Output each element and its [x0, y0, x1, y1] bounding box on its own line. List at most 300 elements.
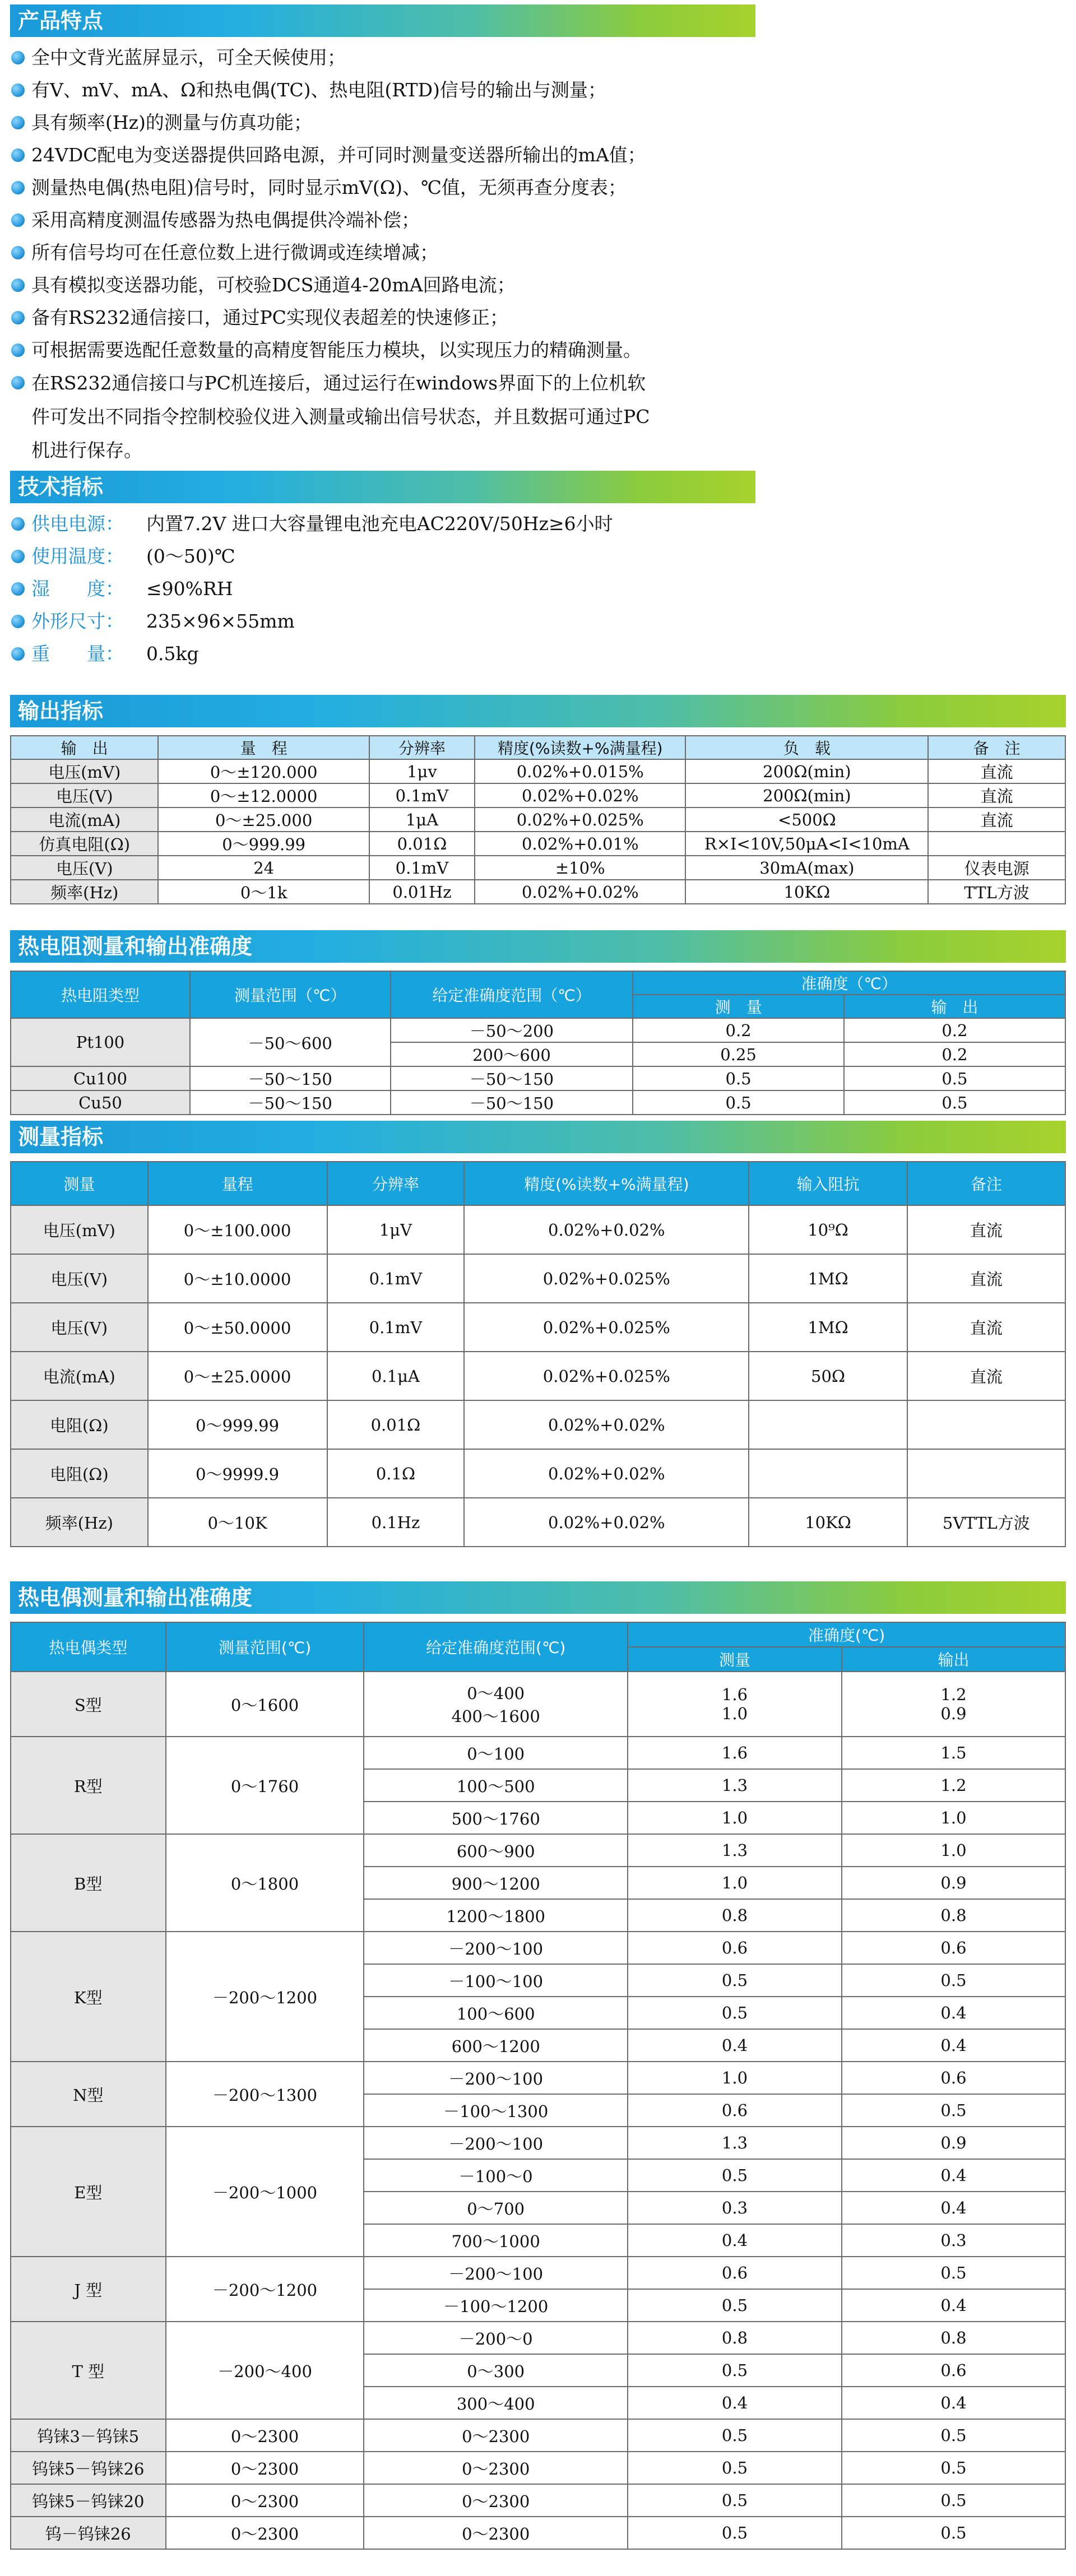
table-cell: 0.4	[842, 2387, 1065, 2419]
table-cell: 电压(V)	[11, 856, 158, 880]
table-row	[11, 807, 1065, 832]
table-cell: 直流	[907, 1254, 1065, 1303]
features-list	[10, 41, 1066, 467]
table-cell	[749, 1449, 907, 1498]
table-cell: 电压(mV)	[11, 1205, 148, 1254]
table-cell: 0.01Hz	[369, 880, 475, 904]
table-cell: 1μA	[369, 807, 475, 832]
table-row	[11, 1090, 1065, 1115]
feature-item: 全中文背光蓝屏显示，可全天候使用；	[10, 41, 1066, 74]
table-cell: 1MΩ	[749, 1254, 907, 1303]
table-cell: －200～1000	[166, 2127, 364, 2257]
spec-item	[10, 638, 1066, 670]
table-cell: 0.02%+0.015%	[475, 759, 685, 783]
table-cell: 0.8	[628, 1899, 842, 1932]
table-row	[11, 1737, 1065, 1769]
spec-value: 0.5kg	[146, 643, 199, 665]
table-cell: ±10%	[475, 856, 685, 880]
table-cell: 1MΩ	[749, 1303, 907, 1352]
table-cell: 200～600	[391, 1042, 633, 1066]
table-header: 输 出	[11, 736, 158, 759]
table-cell: 0.5	[628, 2354, 842, 2387]
table-row	[11, 759, 1065, 783]
table-cell: 0～±25.0000	[148, 1352, 327, 1400]
table-cell: 电压(V)	[11, 1254, 148, 1303]
table-cell: 0.5	[628, 2289, 842, 2322]
table-cell: 0.02%+0.01%	[475, 832, 685, 856]
specs-header: 技术指标	[10, 471, 755, 503]
table-cell: 0～400 400～1600	[364, 1672, 628, 1737]
table-row	[11, 1932, 1065, 1964]
table-cell: R×I<10V,50μA<I<10mA	[685, 832, 928, 856]
tc-table-body	[11, 1672, 1065, 2549]
table-cell: 1.3	[628, 1769, 842, 1802]
table-cell: 500～1760	[364, 1802, 628, 1834]
table-header: 量 程	[158, 736, 369, 759]
table-cell: 0.5	[844, 1066, 1065, 1090]
table-cell: 0.1mV	[369, 856, 475, 880]
table-cell: －200～400	[166, 2322, 364, 2419]
table-cell: 0.02%+0.025%	[464, 1254, 749, 1303]
feature-item: 备有RS232通信接口，通过PC实现仪表超差的快速修正；	[10, 301, 1066, 334]
table-row	[11, 880, 1065, 904]
table-cell: Cu100	[11, 1066, 190, 1090]
table-cell: 0～2300	[364, 2452, 628, 2484]
table-cell: 1.3	[628, 1834, 842, 1867]
table-cell: 900～1200	[364, 1867, 628, 1899]
table-cell: 0.1mV	[327, 1303, 465, 1352]
specs-list	[10, 508, 1066, 670]
table-cell: 电压(mV)	[11, 759, 158, 783]
table-cell: 0.6	[842, 2062, 1065, 2094]
table-header: 分辨率	[369, 736, 475, 759]
spec-value: ≤90%RH	[146, 578, 233, 600]
table-cell: 0～2300	[364, 2517, 628, 2549]
table-cell: 0.3	[628, 2192, 842, 2224]
table-cell: 0～9999.9	[148, 1449, 327, 1498]
table-cell: 0.4	[842, 1997, 1065, 2029]
table-cell: 0.5	[844, 1090, 1065, 1115]
measure-table-body	[11, 1205, 1065, 1547]
table-cell: 0.25	[633, 1042, 843, 1066]
table-cell: 0.4	[628, 2224, 842, 2257]
table-cell: －100～1200	[364, 2289, 628, 2322]
table-cell: 1.0	[628, 2062, 842, 2094]
table-cell: 0.3	[842, 2224, 1065, 2257]
table-cell: 0.5	[628, 2419, 842, 2452]
table-cell: 0.02%+0.025%	[475, 807, 685, 832]
output-table	[10, 735, 1066, 904]
table-cell: 0～±25.000	[158, 807, 369, 832]
spec-value: 内置7.2V 进口大容量锂电池充电AC220V/50Hz≥6小时	[146, 513, 613, 535]
spec-item	[10, 605, 1066, 638]
table-cell: 0.4	[842, 2159, 1065, 2192]
table-cell: 1.0	[628, 1867, 842, 1899]
table-header: 测量范围（℃）	[190, 971, 391, 1018]
feature-item: 有V、mV、mA、Ω和热电偶(TC)、热电阻(RTD)信号的输出与测量；	[10, 74, 1066, 106]
table-cell: K型	[11, 1932, 166, 2062]
table-cell: 0.6	[628, 2257, 842, 2289]
table-header: 准确度(℃)	[628, 1622, 1065, 1647]
feature-item: 所有信号均可在任意位数上进行微调或连续增减；	[10, 236, 1066, 269]
table-cell: －50～200	[391, 1018, 633, 1042]
table-cell: 直流	[907, 1352, 1065, 1400]
table-cell: －50～150	[391, 1090, 633, 1115]
table-header: 测量	[628, 1647, 842, 1672]
table-row	[11, 2062, 1065, 2094]
table-cell: 0～1800	[166, 1834, 364, 1932]
table-row	[11, 856, 1065, 880]
table-cell: 0.2	[844, 1018, 1065, 1042]
rtd-header: 热电阻测量和输出准确度	[10, 930, 1066, 963]
measure-section	[10, 1121, 1066, 1547]
table-cell: 0～2300	[364, 2484, 628, 2517]
table-cell: 0.02%+0.02%	[464, 1498, 749, 1547]
table-cell: 0.5	[628, 1964, 842, 1997]
table-cell: 0～±10.0000	[148, 1254, 327, 1303]
table-cell: 直流	[928, 783, 1065, 807]
table-cell: 50Ω	[749, 1352, 907, 1400]
table-cell: 0.5	[628, 1997, 842, 2029]
table-cell: 钨铼3－钨铼5	[11, 2419, 166, 2452]
table-cell: －200～100	[364, 1932, 628, 1964]
table-cell: 1.0	[842, 1802, 1065, 1834]
tc-section	[10, 1581, 1066, 2550]
table-cell: 0.2	[844, 1042, 1065, 1066]
tc-table	[10, 1622, 1066, 2550]
table-cell: 0.02%+0.02%	[464, 1400, 749, 1449]
table-cell: 0.02%+0.02%	[475, 880, 685, 904]
table-header: 测量	[11, 1162, 148, 1205]
spec-key: 供电电源：	[31, 513, 124, 535]
table-cell: 1.3	[628, 2127, 842, 2159]
feature-line: 在RS232通信接口与PC机连接后，通过运行在windows界面下的上位机软	[31, 372, 646, 394]
spec-key: 湿 度：	[31, 578, 124, 600]
table-header: 输 出	[844, 995, 1065, 1018]
table-cell: 5VTTL方波	[907, 1498, 1065, 1547]
table-cell: 1μv	[369, 759, 475, 783]
table-row	[11, 2257, 1065, 2289]
table-header: 热电阻类型	[11, 971, 190, 1018]
table-cell: 0～999.99	[158, 832, 369, 856]
table-cell: 0.5	[628, 2517, 842, 2549]
table-cell: 0～999.99	[148, 1400, 327, 1449]
table-cell	[907, 1400, 1065, 1449]
spec-item	[10, 540, 1066, 573]
table-cell: 0.8	[842, 1899, 1065, 1932]
table-cell: 0.4	[628, 2387, 842, 2419]
table-cell: 0.1mV	[327, 1254, 465, 1303]
table-cell: 0.1mV	[369, 783, 475, 807]
table-header: 备 注	[928, 736, 1065, 759]
spec-value: (0～50)℃	[146, 545, 235, 567]
table-cell: 0.5	[842, 1964, 1065, 1997]
table-cell: 10KΩ	[685, 880, 928, 904]
spec-item	[10, 573, 1066, 605]
table-cell: 1.0	[628, 1802, 842, 1834]
table-row	[11, 2322, 1065, 2354]
feature-item: 具有频率(Hz)的测量与仿真功能；	[10, 106, 1066, 139]
table-cell: －200～100	[364, 2062, 628, 2094]
table-cell: －200～1300	[166, 2062, 364, 2127]
table-cell: 0.5	[628, 2452, 842, 2484]
table-header: 准确度（℃）	[633, 971, 1065, 995]
table-cell: 0～700	[364, 2192, 628, 2224]
table-cell: 0.5	[842, 2094, 1065, 2127]
spec-key: 外形尺寸：	[31, 610, 124, 632]
table-cell: 100～500	[364, 1769, 628, 1802]
table-cell: 100～600	[364, 1997, 628, 2029]
table-cell: 0.1Ω	[327, 1449, 465, 1498]
spec-key: 使用温度：	[31, 545, 124, 567]
table-cell: 钨－钨铼26	[11, 2517, 166, 2549]
table-cell: 0.1μA	[327, 1352, 465, 1400]
table-row	[11, 1254, 1065, 1303]
table-cell: 1μV	[327, 1205, 465, 1254]
table-cell: S型	[11, 1672, 166, 1737]
table-row	[11, 2127, 1065, 2159]
table-cell: －100～0	[364, 2159, 628, 2192]
table-row	[11, 1066, 1065, 1090]
table-cell: N型	[11, 2062, 166, 2127]
table-row	[11, 1400, 1065, 1449]
table-cell: 0～±120.000	[158, 759, 369, 783]
table-cell: 24	[158, 856, 369, 880]
table-cell: Cu50	[11, 1090, 190, 1115]
measure-table	[10, 1161, 1066, 1547]
table-row	[11, 1834, 1065, 1867]
table-cell: 仪表电源	[928, 856, 1065, 880]
table-cell: 0.8	[628, 2322, 842, 2354]
table-row	[11, 1205, 1065, 1254]
measure-header: 测量指标	[10, 1121, 1066, 1153]
table-cell: 0.4	[842, 2029, 1065, 2062]
table-cell: 0～2300	[364, 2419, 628, 2452]
table-row	[11, 1449, 1065, 1498]
table-row	[11, 1303, 1065, 1352]
specs-section	[10, 471, 1066, 670]
table-cell: 0.9	[842, 2127, 1065, 2159]
table-cell: 0～2300	[166, 2452, 364, 2484]
table-cell: 200Ω(min)	[685, 759, 928, 783]
table-header: 给定准确度范围（℃）	[391, 971, 633, 1018]
table-row	[11, 1498, 1065, 1547]
table-header: 给定准确度范围(℃)	[364, 1622, 628, 1672]
table-cell	[907, 1449, 1065, 1498]
table-cell: －200～100	[364, 2127, 628, 2159]
table-cell: Pt100	[11, 1018, 190, 1066]
spec-value: 235×96×55mm	[146, 610, 295, 632]
table-header: 测量范围(℃)	[166, 1622, 364, 1672]
table-cell: 0～1760	[166, 1737, 364, 1834]
table-cell: 0.2	[633, 1018, 843, 1042]
table-cell	[749, 1400, 907, 1449]
table-cell: 0.02%+0.025%	[464, 1303, 749, 1352]
table-cell: 0.4	[628, 2029, 842, 2062]
table-cell: 钨铼5－钨铼26	[11, 2452, 166, 2484]
features-header: 产品特点	[10, 4, 755, 37]
table-cell: 1.2 0.9	[842, 1672, 1065, 1737]
table-cell: －200～0	[364, 2322, 628, 2354]
table-cell: 0～2300	[166, 2484, 364, 2517]
table-cell: －100～100	[364, 1964, 628, 1997]
table-cell: －200～1200	[166, 1932, 364, 2062]
table-cell: 0.5	[633, 1066, 843, 1090]
rtd-section	[10, 930, 1066, 1115]
table-header: 量程	[148, 1162, 327, 1205]
table-cell: 0.6	[842, 1932, 1065, 1964]
table-cell: 0.5	[842, 2452, 1065, 2484]
table-cell: 钨铼5－钨铼20	[11, 2484, 166, 2517]
table-header: 分辨率	[327, 1162, 465, 1205]
table-cell: 0.02%+0.02%	[464, 1205, 749, 1254]
table-cell: T 型	[11, 2322, 166, 2419]
table-cell: 直流	[907, 1303, 1065, 1352]
table-header: 负 载	[685, 736, 928, 759]
table-cell: －100～1300	[364, 2094, 628, 2127]
table-cell: 0～10K	[148, 1498, 327, 1547]
table-cell: 1.6	[628, 1737, 842, 1769]
table-cell: －200～1200	[166, 2257, 364, 2322]
table-cell: －50～150	[391, 1066, 633, 1090]
table-cell: 200Ω(min)	[685, 783, 928, 807]
feature-item	[10, 366, 1066, 467]
table-cell: 0.4	[842, 2192, 1065, 2224]
table-cell: 0.8	[842, 2322, 1065, 2354]
table-cell: 0.5	[842, 2257, 1065, 2289]
table-header: 输入阻抗	[749, 1162, 907, 1205]
table-row	[11, 832, 1065, 856]
table-cell: 0.02%+0.025%	[464, 1352, 749, 1400]
table-cell: 仿真电阻(Ω)	[11, 832, 158, 856]
output-header: 输出指标	[10, 695, 1066, 727]
table-header: 备注	[907, 1162, 1065, 1205]
table-cell: 0.9	[842, 1867, 1065, 1899]
table-header: 测 量	[633, 995, 843, 1018]
table-cell: 0.4	[842, 2289, 1065, 2322]
table-cell: －50～600	[190, 1018, 391, 1066]
table-cell: －50～150	[190, 1090, 391, 1115]
table-row	[11, 2452, 1065, 2484]
feature-line: 件可发出不同指令控制校验仪进入测量或输出信号状态，并且数据可通过PC	[31, 406, 650, 428]
table-cell: 电压(V)	[11, 1303, 148, 1352]
table-cell: 直流	[907, 1205, 1065, 1254]
table-cell: －50～150	[190, 1066, 391, 1090]
table-row	[11, 2419, 1065, 2452]
table-cell: 0.5	[842, 2517, 1065, 2549]
table-cell: 电流(mA)	[11, 807, 158, 832]
table-cell: TTL方波	[928, 880, 1065, 904]
spec-item	[10, 508, 1066, 540]
table-cell: E型	[11, 2127, 166, 2257]
table-cell: 0.5	[842, 2484, 1065, 2517]
table-cell: 1.5	[842, 1737, 1065, 1769]
table-header: 精度(%读数+%满量程)	[475, 736, 685, 759]
feature-item: 可根据需要选配任意数量的高精度智能压力模块，以实现压力的精确测量。	[10, 334, 1066, 366]
table-cell: 0～2300	[166, 2419, 364, 2452]
feature-line: 机进行保存。	[31, 439, 142, 461]
table-cell: 10KΩ	[749, 1498, 907, 1547]
table-cell: 600～900	[364, 1834, 628, 1867]
table-cell: R型	[11, 1737, 166, 1834]
table-row	[11, 2517, 1065, 2549]
feature-item: 采用高精度测温传感器为热电偶提供冷端补偿；	[10, 204, 1066, 236]
table-cell: 30mA(max)	[685, 856, 928, 880]
table-cell: 1.6 1.0	[628, 1672, 842, 1737]
table-header: 输出	[842, 1647, 1065, 1672]
table-cell: 电压(V)	[11, 783, 158, 807]
table-cell: 0.01Ω	[369, 832, 475, 856]
table-cell: －200～100	[364, 2257, 628, 2289]
table-cell: 0～1k	[158, 880, 369, 904]
table-cell: 0.01Ω	[327, 1400, 465, 1449]
table-cell: 300～400	[364, 2387, 628, 2419]
table-cell: 0～±100.000	[148, 1205, 327, 1254]
spec-key: 重 量：	[31, 643, 124, 665]
table-cell: 0.6	[628, 2094, 842, 2127]
output-table-body	[11, 759, 1065, 904]
table-cell	[928, 832, 1065, 856]
table-cell: 0.02%+0.02%	[464, 1449, 749, 1498]
table-cell: 0.5	[842, 2419, 1065, 2452]
table-cell: 0.5	[628, 2484, 842, 2517]
output-section	[10, 695, 1066, 904]
table-cell: 0～±12.0000	[158, 783, 369, 807]
table-cell: 电阻(Ω)	[11, 1449, 148, 1498]
table-cell: 电阻(Ω)	[11, 1400, 148, 1449]
feature-item: 测量热电偶(热电阻)信号时，同时显示mV(Ω)、℃值，无须再查分度表；	[10, 171, 1066, 204]
table-cell: 直流	[928, 807, 1065, 832]
table-header: 精度(%读数+%满量程)	[464, 1162, 749, 1205]
table-cell: 0.5	[633, 1090, 843, 1115]
table-cell: 700～1000	[364, 2224, 628, 2257]
table-cell: 0～±50.0000	[148, 1303, 327, 1352]
rtd-table	[10, 971, 1066, 1115]
table-row	[11, 783, 1065, 807]
table-cell: 直流	[928, 759, 1065, 783]
table-cell: J 型	[11, 2257, 166, 2322]
table-cell: <500Ω	[685, 807, 928, 832]
table-row	[11, 1018, 1065, 1042]
table-cell: 0.6	[628, 1932, 842, 1964]
feature-item: 具有模拟变送器功能，可校验DCS通道4-20mA回路电流；	[10, 269, 1066, 301]
table-cell: 0.5	[628, 2159, 842, 2192]
table-cell: 0～1600	[166, 1672, 364, 1737]
table-header: 热电偶类型	[11, 1622, 166, 1672]
table-cell: 频率(Hz)	[11, 880, 158, 904]
table-cell: 0～100	[364, 1737, 628, 1769]
table-cell: 0～2300	[166, 2517, 364, 2549]
table-cell: 1200～1800	[364, 1899, 628, 1932]
features-section	[10, 4, 1066, 467]
table-cell: 0.02%+0.02%	[475, 783, 685, 807]
table-row	[11, 2484, 1065, 2517]
table-cell: 频率(Hz)	[11, 1498, 148, 1547]
table-row	[11, 1672, 1065, 1737]
table-row	[11, 1352, 1065, 1400]
tc-header: 热电偶测量和输出准确度	[10, 1581, 1066, 1614]
table-cell: 0.1Hz	[327, 1498, 465, 1547]
table-cell: 电流(mA)	[11, 1352, 148, 1400]
table-cell: 0～300	[364, 2354, 628, 2387]
table-cell: B型	[11, 1834, 166, 1932]
table-cell: 1.2	[842, 1769, 1065, 1802]
table-cell: 10⁹Ω	[749, 1205, 907, 1254]
feature-item: 24VDC配电为变送器提供回路电源，并可同时测量变送器所输出的mA值；	[10, 139, 1066, 171]
table-cell: 0.6	[842, 2354, 1065, 2387]
table-cell: 1.0	[842, 1834, 1065, 1867]
table-cell: 600～1200	[364, 2029, 628, 2062]
